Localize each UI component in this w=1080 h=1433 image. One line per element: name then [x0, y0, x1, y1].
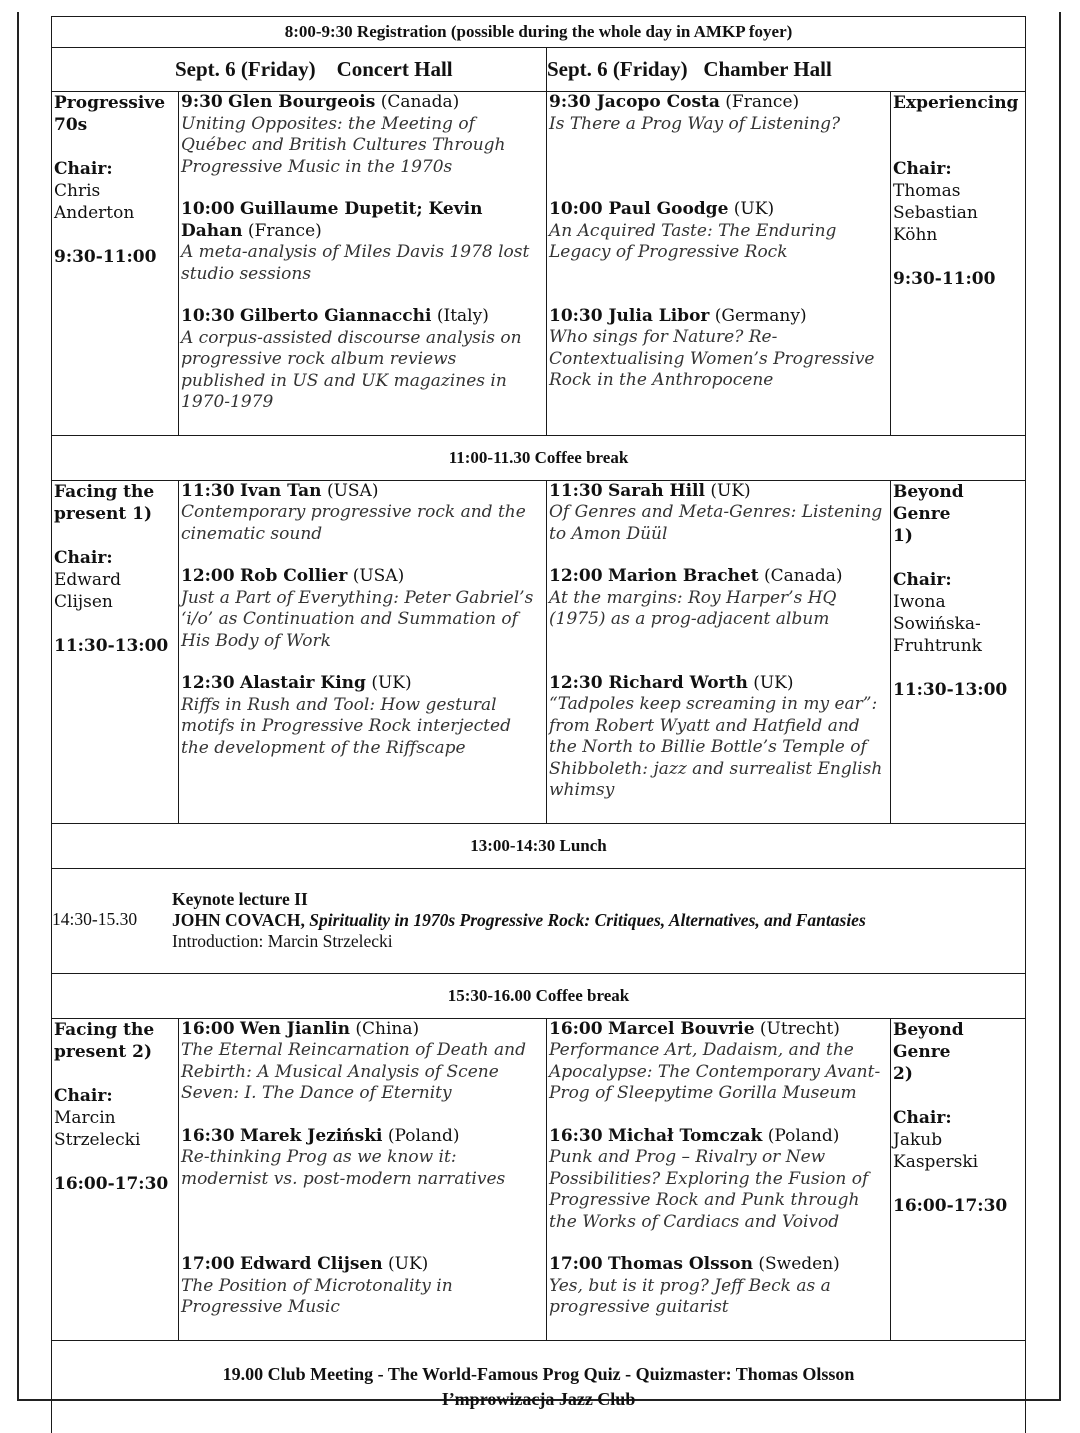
- talk-title: Is There a Prog Way of Listening?: [549, 113, 841, 134]
- talk-speaker: Glen Bourgeois: [228, 92, 376, 112]
- talk-time: 10:30: [181, 306, 235, 326]
- coffee-break-text: 11:00-11.30 Coffee break: [52, 435, 1026, 480]
- concert-hall-header: Sept. 6 (Friday) Concert Hall: [52, 48, 547, 92]
- chamber-hall-header: Sept. 6 (Friday) Chamber Hall: [547, 48, 1026, 92]
- talk-time: 16:30: [181, 1125, 235, 1146]
- keynote-speaker: JOHN COVACH,: [172, 910, 305, 930]
- talk-country: (Germany): [714, 305, 807, 326]
- talk-speaker: Michał Tomczak: [608, 1125, 763, 1146]
- coffee-break-row: [52, 435, 1026, 480]
- talk-time: 12:00: [549, 566, 603, 586]
- chair-name: Iwona Sowińska-Fruhtrunk: [893, 591, 982, 656]
- hall-header-row: [52, 48, 1026, 92]
- keynote: [52, 889, 1025, 952]
- talk-speaker: Marion Brachet: [608, 566, 759, 586]
- club-meeting-cell: [52, 1340, 1026, 1433]
- talk-title: The Position of Microtonality in Progressive Music: [181, 1275, 453, 1317]
- talk-time: 10:30: [549, 305, 609, 326]
- keynote-title: Spirituality in 1970s Progressive Rock: Critiques, Alternatives, and Fantasies: [309, 910, 866, 930]
- keynote-talk: [172, 910, 1025, 931]
- keynote-body: [172, 889, 1025, 952]
- session-time: 9:30-11:00: [54, 247, 157, 267]
- left-session: [52, 1018, 179, 1340]
- talk-time: 9:30: [549, 92, 597, 112]
- session-time: 9:30-11:00: [893, 269, 996, 289]
- keynote-cell: [52, 868, 1026, 973]
- talk-speaker: Marek Jeziński: [240, 1125, 383, 1146]
- talk-item: [181, 673, 544, 759]
- talk-time: 17:00: [181, 1254, 235, 1274]
- talk-item: [181, 199, 544, 285]
- talk-item: [549, 1254, 888, 1319]
- left-session: [52, 92, 179, 436]
- talk-country: (UK): [710, 480, 751, 501]
- left-session: [52, 480, 179, 823]
- talk-title: Yes, but is it prog? Jeff Beck as a progressive guitarist: [549, 1275, 831, 1317]
- talk-country: (France): [725, 92, 800, 112]
- talk-title: A corpus-assisted discourse analysis on progressive rock album reviews published in US and UK magazines in 1970-1979: [181, 327, 522, 412]
- talk-title: “Tadpoles keep screaming in my ear”: from Robert Wyatt and Hatfield and the North to Billie Bottle’s Temple of Shibboleth: jazz and surrealist English whimsy: [549, 694, 883, 800]
- chair-label: Chair:: [893, 569, 952, 590]
- talk-speaker: Sarah Hill: [608, 480, 705, 501]
- talk-country: (UK): [733, 199, 775, 219]
- talk-item: [549, 1019, 888, 1105]
- session-name: Experiencing: [893, 93, 1019, 113]
- chair-name: Jakub Kasperski: [893, 1129, 979, 1172]
- talk-time: 16:30: [549, 1125, 603, 1146]
- chair-label: Chair:: [893, 159, 952, 179]
- session-name: Beyond Genre 1): [893, 481, 964, 546]
- talk-country: (Canada): [764, 566, 843, 586]
- talk-speaker: Jacopo Costa: [596, 92, 720, 112]
- session-time: 16:00-17:30: [54, 1173, 169, 1194]
- talk-country: (Poland): [767, 1125, 840, 1146]
- chair-label: Chair:: [54, 547, 113, 568]
- right-session: [891, 480, 1026, 823]
- talk-time: 16:00: [549, 1018, 603, 1039]
- talk-speaker: Julia Libor: [608, 305, 710, 326]
- schedule-table: [51, 16, 1026, 1433]
- talk-item: [549, 199, 888, 264]
- keynote-label: Keynote lecture II: [172, 889, 308, 909]
- talk-item: [181, 481, 544, 546]
- talk-speaker: Marcel Bouvrie: [608, 1018, 755, 1039]
- chair-name: Thomas Sebastian Köhn: [893, 181, 978, 245]
- talk-item: [181, 566, 544, 652]
- registration-row: [52, 17, 1026, 48]
- chair-label: Chair:: [893, 1107, 952, 1128]
- talk-item: [549, 306, 888, 392]
- concert-hall-talks: [179, 480, 547, 823]
- talk-title: Just a Part of Everything: Peter Gabriel’s ‘i/o’ as Continuation and Summation of His Body of Work: [181, 587, 534, 651]
- session-name: Beyond Genre 2): [893, 1019, 964, 1084]
- chamber-hall-talks: [547, 92, 891, 436]
- chair-name: Edward Clijsen: [54, 569, 121, 612]
- session-name: Facing the present 1): [54, 481, 155, 524]
- talk-time: 16:00: [181, 1018, 235, 1039]
- talk-country: (Poland): [387, 1125, 460, 1146]
- chair-name: Marcin Strzelecki: [54, 1107, 141, 1150]
- session-name: Progressive 70s: [54, 93, 166, 135]
- talk-speaker: Gilberto Giannacchi: [240, 306, 432, 326]
- coffee-break-row: [52, 973, 1026, 1018]
- talk-title: Punk and Prog – Rivalry or New Possibilities? Exploring the Fusion of Progressive Rock and Punk through the Works of Cardiacs and Voivod: [549, 1147, 869, 1232]
- talk-title: Uniting Opposites: the Meeting of Québec and British Cultures Through Progressive Music in the 1970s: [181, 113, 506, 177]
- talk-title: At the margins: Roy Harper’s HQ (1975) as a prog-adjacent album: [549, 587, 837, 629]
- keynote-row: [52, 868, 1026, 973]
- chair-name: Chris Anderton: [54, 181, 135, 223]
- page-frame-right: [1059, 12, 1061, 1401]
- right-session: [891, 92, 1026, 436]
- talk-item: [549, 673, 888, 802]
- talk-country: (China): [355, 1018, 420, 1039]
- coffee-break-text: 15:30-16.00 Coffee break: [52, 973, 1026, 1018]
- talk-country: (Italy): [436, 306, 489, 326]
- talk-country: (USA): [326, 480, 379, 501]
- talk-title: Performance Art, Dadaism, and the Apocalypse: The Contemporary Avant-Prog of Sleepytime Gorilla Museum: [549, 1040, 881, 1103]
- talk-speaker: Guillaume Dupetit; Kevin Dahan: [181, 199, 483, 241]
- talk-item: [181, 1019, 544, 1105]
- talk-speaker: Wen Jianlin: [240, 1018, 350, 1039]
- talk-country: (Canada): [380, 92, 460, 112]
- chamber-hall-talks: [547, 1018, 891, 1340]
- registration-text: 8:00-9:30 Registration (possible during the whole day in AMKP foyer): [52, 17, 1026, 48]
- talk-time: 12:00: [181, 566, 235, 586]
- talk-time: 12:30: [181, 673, 235, 693]
- talk-item: [181, 1126, 544, 1191]
- talk-item: [181, 92, 544, 178]
- talk-title: Contemporary progressive rock and the cinematic sound: [181, 502, 526, 544]
- talk-time: 9:30: [181, 92, 223, 112]
- talk-time: 10:00: [549, 199, 609, 219]
- talk-country: (Utrecht): [759, 1018, 840, 1039]
- talk-time: 17:00: [549, 1254, 603, 1274]
- session-time: 11:30-13:00: [893, 679, 1008, 700]
- talk-title: Riffs in Rush and Tool: How gestural motifs in Progressive Rock interjected the development of the Riffscape: [181, 694, 511, 758]
- page-frame-left: [17, 12, 19, 1401]
- talk-speaker: Thomas Olsson: [608, 1254, 753, 1274]
- session-time: 16:00-17:30: [893, 1195, 1008, 1216]
- talk-country: (UK): [388, 1254, 429, 1274]
- chair-label: Chair:: [54, 159, 113, 179]
- talk-speaker: Ivan Tan: [240, 480, 322, 501]
- talk-time: 11:30: [181, 480, 235, 501]
- chamber-hall-talks: [547, 480, 891, 823]
- chair-label: Chair:: [54, 1085, 113, 1106]
- club-venue: I’mprowizacja Jazz Club: [441, 1388, 636, 1409]
- lunch-row: [52, 823, 1026, 868]
- concert-hall-talks: [179, 1018, 547, 1340]
- talk-speaker: Richard Worth: [608, 672, 748, 693]
- keynote-introduction: Introduction: Marcin Strzelecki: [172, 931, 393, 951]
- keynote-time: 14:30-15.30: [52, 909, 138, 929]
- talk-title: Who sings for Nature? Re-Contextualising Women’s Progressive Rock in the Anthropocene: [549, 327, 875, 390]
- session-block-midday: [52, 480, 1026, 823]
- talk-country: (UK): [753, 672, 794, 693]
- talk-title: The Eternal Reincarnation of Death and Rebirth: A Musical Analysis of Scene Seven: I. The Dance of Eternity: [181, 1040, 526, 1103]
- session-block-morning: [52, 92, 1026, 436]
- talk-title: Of Genres and Meta-Genres: Listening to Amon Düül: [549, 502, 883, 544]
- talk-country: (Sweden): [758, 1254, 840, 1274]
- concert-hall-talks: [179, 92, 547, 436]
- right-session: [891, 1018, 1026, 1340]
- club-meeting-line: 19.00 Club Meeting - The World-Famous Prog Quiz - Quizmaster: Thomas Olsson: [222, 1363, 855, 1384]
- talk-item: [181, 306, 544, 414]
- talk-country: (France): [247, 220, 322, 241]
- talk-speaker: Edward Clijsen: [240, 1254, 383, 1274]
- talk-speaker: Rob Collier: [240, 566, 348, 586]
- talk-item: [549, 566, 888, 631]
- lunch-text: 13:00-14:30 Lunch: [52, 823, 1026, 868]
- talk-speaker: Paul Goodge: [608, 199, 729, 219]
- talk-time: 10:00: [181, 199, 235, 219]
- session-name: Facing the present 2): [54, 1019, 155, 1062]
- talk-title: An Acquired Taste: The Enduring Legacy of Progressive Rock: [549, 220, 837, 262]
- talk-country: (UK): [371, 673, 412, 693]
- talk-item: [549, 481, 888, 546]
- talk-title: Re-thinking Prog as we know it: modernist vs. post-modern narratives: [181, 1147, 506, 1189]
- session-time: 11:30-13:00: [54, 635, 169, 656]
- session-block-afternoon: [52, 1018, 1026, 1340]
- talk-title: A meta-analysis of Miles Davis 1978 lost studio sessions: [181, 242, 530, 284]
- talk-item: [549, 1126, 888, 1234]
- talk-item: [549, 92, 888, 135]
- talk-time: 11:30: [549, 480, 603, 501]
- talk-speaker: Alastair King: [240, 673, 366, 693]
- talk-country: (USA): [352, 566, 405, 586]
- talk-time: 12:30: [549, 672, 609, 693]
- club-meeting-row: [52, 1340, 1026, 1433]
- talk-item: [181, 1254, 544, 1319]
